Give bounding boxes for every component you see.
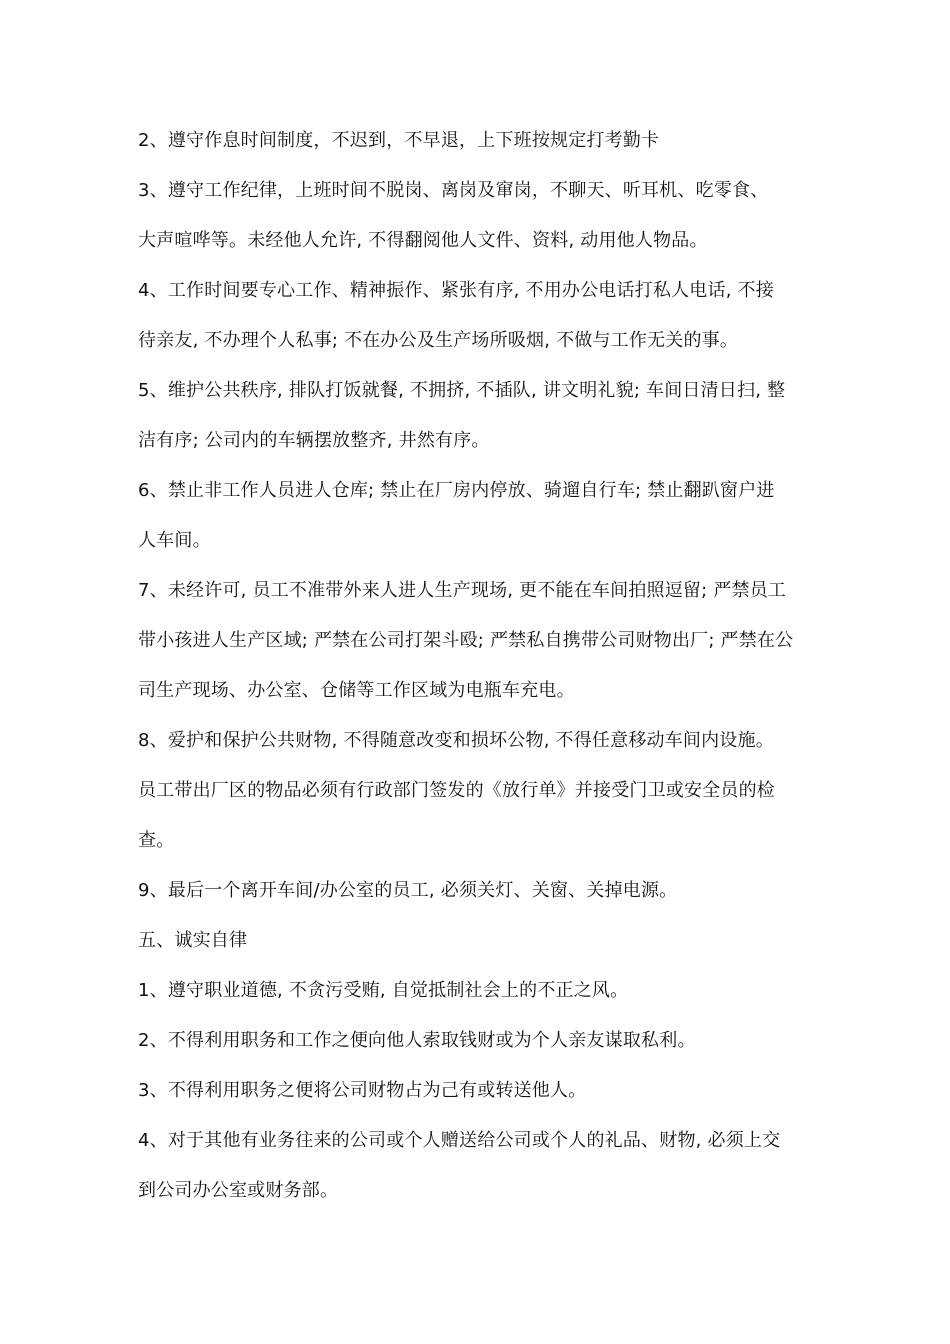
paragraph-line: 3、不得利用职务之便将公司财物占为己有或转送他人。 [138,1080,587,1101]
paragraph-line: 查。 [138,830,175,851]
paragraph-line: 大声喧哗等。未经他人允许, 不得翻阅他人文件、资料, 动用他人物品。 [138,230,708,251]
paragraph-line: 9、最后一个离开车间/办公室的员工, 必须关灯、关窗、关掉电源。 [138,880,678,901]
paragraph-integrity-2 [138,1016,828,1066]
paragraph-line: 人车间。 [138,530,211,551]
document-page [138,116,828,1216]
paragraph-line: 司生产现场、办公室、仓储等工作区域为电瓶车充电。 [138,680,575,701]
paragraph-line: 3、遵守工作纪律，上班时间不脱岗、离岗及窜岗，不聊天、听耳机、吃零食、 [138,180,769,201]
paragraph-line: 4、对于其他有业务往来的公司或个人赠送给公司或个人的礼品、财物, 必须上交 [138,1130,781,1151]
paragraph-line: 到公司办公室或财务部。 [138,1180,339,1201]
paragraph-rule-7-visitors [138,566,828,716]
paragraph-rule-6-warehouse [138,466,828,566]
paragraph-line: 员工带出厂区的物品必须有行政部门签发的《放行单》并接受门卫或安全员的检 [138,780,775,801]
paragraph-integrity-4 [138,1116,828,1216]
paragraph-line: 待亲友, 不办理个人私事; 不在办公及生产场所吸烟, 不做与工作无关的事。 [138,330,739,351]
paragraph-rule-5-order [138,366,828,466]
paragraph-line: 7、未经许可, 员工不准带外来人进人生产现场, 更不能在车间拍照逗留; 严禁员工 [138,580,787,601]
paragraph-line: 洁有序; 公司内的车辆摆放整齐, 井然有序。 [138,430,490,451]
paragraph-integrity-3 [138,1066,828,1116]
paragraph-line: 1、遵守职业道德, 不贪污受贿, 自觉抵制社会上的不正之风。 [138,980,629,1001]
paragraph-line: 6、禁止非工作人员进人仓库; 禁止在厂房内停放、骑遛自行车; 禁止翻趴窗户进 [138,480,775,501]
paragraph-line: 5、维护公共秩序, 排队打饭就餐, 不拥挤, 不插队, 讲文明礼貌; 车间日清日扫, 整 [138,380,786,401]
paragraph-rule-8-property [138,716,828,866]
paragraph-rule-2-attendance [138,116,828,166]
paragraph-rule-3-discipline [138,166,828,266]
section-heading-line: 五、诚实自律 [138,930,248,951]
paragraph-rule-4-focus [138,266,828,366]
paragraph-line: 2、遵守作息时间制度，不迟到，不早退，上下班按规定打考勤卡 [138,130,660,151]
paragraph-integrity-1 [138,966,828,1016]
paragraph-line: 4、工作时间要专心工作、精神振作、紧张有序, 不用办公电话打私人电话, 不接 [138,280,774,301]
paragraph-line: 带小孩进人生产区域; 严禁在公司打架斗殴; 严禁私自携带公司财物出厂; 严禁在公 [138,630,794,651]
paragraph-line: 8、爱护和保护公共财物, 不得随意改变和损坏公物, 不得任意移动车间内设施。 [138,730,774,751]
paragraph-rule-9-power-off [138,866,828,916]
section-heading-integrity [138,916,828,966]
paragraph-line: 2、不得利用职务和工作之便向他人索取钱财或为个人亲友谋取私利。 [138,1030,696,1051]
